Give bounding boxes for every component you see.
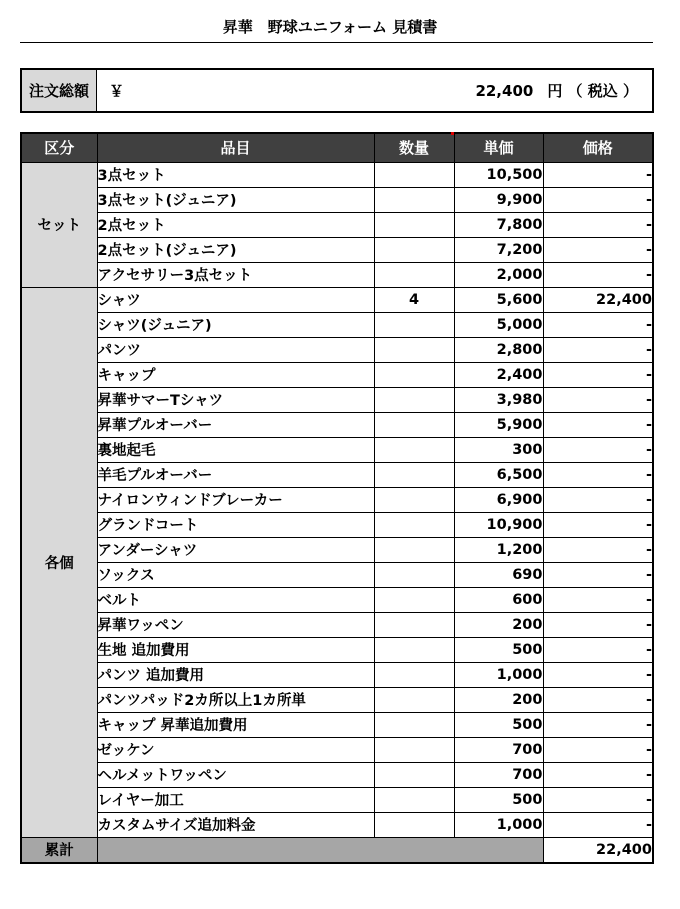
qty-cell[interactable]	[374, 537, 454, 562]
order-total-value: 22,400	[475, 81, 534, 100]
unit-price-cell[interactable]: 7,800	[454, 212, 543, 237]
qty-cell[interactable]	[374, 712, 454, 737]
item-cell[interactable]: アンダーシャツ	[97, 537, 374, 562]
item-cell[interactable]: パンツパッド2カ所以上1カ所単	[97, 687, 374, 712]
amount-cell[interactable]: -	[543, 712, 653, 737]
category-cell: 各個	[21, 287, 97, 837]
qty-cell[interactable]	[374, 587, 454, 612]
header-amount: 価格	[543, 133, 653, 162]
item-cell[interactable]: ゼッケン	[97, 737, 374, 762]
item-cell[interactable]: シャツ(ジュニア)	[97, 312, 374, 337]
qty-cell[interactable]	[374, 737, 454, 762]
table-row	[21, 487, 653, 512]
amount-cell[interactable]: -	[543, 362, 653, 387]
amount-cell[interactable]: -	[543, 812, 653, 837]
qty-cell[interactable]	[374, 812, 454, 837]
unit-price-cell[interactable]: 1,200	[454, 537, 543, 562]
amount-cell[interactable]: -	[543, 662, 653, 687]
item-cell[interactable]: レイヤー加工	[97, 787, 374, 812]
order-total-suffix: 円 （ 税込 ）	[547, 82, 638, 100]
table-row	[21, 662, 653, 687]
unit-price-cell[interactable]: 690	[454, 562, 543, 587]
amount-cell[interactable]: -	[543, 787, 653, 812]
header-unit-price: 単価	[454, 133, 543, 162]
unit-price-cell[interactable]: 200	[454, 687, 543, 712]
amount-cell[interactable]: -	[543, 462, 653, 487]
qty-cell[interactable]	[374, 612, 454, 637]
estimate-table	[20, 132, 654, 864]
table-row	[21, 187, 653, 212]
qty-cell[interactable]	[374, 437, 454, 462]
amount-cell[interactable]: -	[543, 637, 653, 662]
table-header-row	[21, 133, 653, 162]
unit-price-cell[interactable]: 500	[454, 787, 543, 812]
item-cell[interactable]: ソックス	[97, 562, 374, 587]
document-title: 昇華 野球ユニフォーム 見積書	[222, 18, 438, 36]
unit-price-cell[interactable]: 600	[454, 587, 543, 612]
amount-cell[interactable]: -	[543, 412, 653, 437]
amount-cell[interactable]: -	[543, 587, 653, 612]
item-cell[interactable]: 裏地起毛	[97, 437, 374, 462]
table-row	[21, 637, 653, 662]
item-cell[interactable]: 3点セット(ジュニア)	[97, 187, 374, 212]
header-category: 区分	[21, 133, 97, 162]
amount-cell[interactable]: -	[543, 212, 653, 237]
summary-label: 累計	[21, 837, 97, 863]
amount-cell[interactable]: -	[543, 437, 653, 462]
item-cell[interactable]: 生地 追加費用	[97, 637, 374, 662]
amount-cell[interactable]: -	[543, 537, 653, 562]
qty-cell[interactable]: 4	[374, 287, 454, 312]
unit-price-cell[interactable]: 6,500	[454, 462, 543, 487]
table-row	[21, 412, 653, 437]
unit-price-cell[interactable]: 10,900	[454, 512, 543, 537]
table-row	[21, 587, 653, 612]
table-row	[21, 787, 653, 812]
qty-cell[interactable]	[374, 362, 454, 387]
unit-price-cell[interactable]: 700	[454, 737, 543, 762]
order-total-box	[20, 68, 654, 113]
unit-price-cell[interactable]: 5,600	[454, 287, 543, 312]
item-cell[interactable]: ベルト	[97, 587, 374, 612]
table-row	[21, 562, 653, 587]
qty-cell[interactable]	[374, 387, 454, 412]
item-cell[interactable]: ヘルメットワッペン	[97, 762, 374, 787]
table-body	[21, 162, 653, 863]
table-row	[21, 237, 653, 262]
qty-cell[interactable]	[374, 687, 454, 712]
table-row	[21, 162, 653, 187]
qty-cell[interactable]	[374, 512, 454, 537]
table-row	[21, 287, 653, 312]
unit-price-cell[interactable]: 7,200	[454, 237, 543, 262]
qty-cell[interactable]	[374, 562, 454, 587]
table-row	[21, 387, 653, 412]
currency-symbol: ￥	[109, 82, 125, 100]
table-row	[21, 337, 653, 362]
item-cell[interactable]: 羊毛プルオーバー	[97, 462, 374, 487]
qty-cell[interactable]	[374, 412, 454, 437]
amount-cell[interactable]: -	[543, 237, 653, 262]
table-row	[21, 612, 653, 637]
table-row	[21, 737, 653, 762]
table-row	[21, 437, 653, 462]
table-row	[21, 537, 653, 562]
amount-cell[interactable]: -	[543, 387, 653, 412]
amount-cell[interactable]: -	[543, 187, 653, 212]
unit-price-cell[interactable]: 5,000	[454, 312, 543, 337]
table-row	[21, 762, 653, 787]
amount-cell[interactable]: -	[543, 487, 653, 512]
amount-cell[interactable]: -	[543, 687, 653, 712]
item-cell[interactable]: アクセサリー3点セット	[97, 262, 374, 287]
qty-cell[interactable]	[374, 487, 454, 512]
qty-cell[interactable]	[374, 662, 454, 687]
unit-price-cell[interactable]: 500	[454, 712, 543, 737]
amount-cell[interactable]: -	[543, 162, 653, 187]
amount-cell[interactable]: -	[543, 262, 653, 287]
unit-price-cell[interactable]: 10,500	[454, 162, 543, 187]
title-divider	[20, 42, 653, 43]
item-cell[interactable]: パンツ 追加費用	[97, 662, 374, 687]
amount-cell[interactable]: -	[543, 337, 653, 362]
qty-cell[interactable]	[374, 212, 454, 237]
qty-cell[interactable]	[374, 312, 454, 337]
comment-indicator[interactable]	[451, 132, 454, 135]
unit-price-cell[interactable]: 9,900	[454, 187, 543, 212]
item-cell[interactable]: 昇華ワッペン	[97, 612, 374, 637]
unit-price-cell[interactable]: 1,000	[454, 812, 543, 837]
table-row	[21, 712, 653, 737]
table-row	[21, 362, 653, 387]
unit-price-cell[interactable]: 3,980	[454, 387, 543, 412]
unit-price-cell[interactable]: 2,000	[454, 262, 543, 287]
unit-price-cell[interactable]: 6,900	[454, 487, 543, 512]
table-row	[21, 812, 653, 837]
item-cell[interactable]: 昇華サマーTシャツ	[97, 387, 374, 412]
qty-cell[interactable]	[374, 237, 454, 262]
item-cell[interactable]: 3点セット	[97, 162, 374, 187]
table-row	[21, 512, 653, 537]
qty-cell[interactable]	[374, 162, 454, 187]
unit-price-cell[interactable]: 5,900	[454, 412, 543, 437]
amount-cell[interactable]: -	[543, 562, 653, 587]
item-cell[interactable]: ナイロンウィンドブレーカー	[97, 487, 374, 512]
unit-price-cell[interactable]: 2,800	[454, 337, 543, 362]
amount-cell[interactable]: -	[543, 312, 653, 337]
unit-price-cell[interactable]: 500	[454, 637, 543, 662]
category-cell: セット	[21, 162, 97, 287]
item-cell[interactable]: キャップ 昇華追加費用	[97, 712, 374, 737]
unit-price-cell[interactable]: 300	[454, 437, 543, 462]
table-row	[21, 312, 653, 337]
order-total-value-area	[169, 70, 652, 111]
item-cell[interactable]: 2点セット(ジュニア)	[97, 237, 374, 262]
unit-price-cell[interactable]: 200	[454, 612, 543, 637]
qty-cell[interactable]	[374, 337, 454, 362]
order-total-label: 注文総額	[22, 70, 97, 111]
amount-cell[interactable]: 22,400	[543, 287, 653, 312]
header-item: 品目	[97, 133, 374, 162]
table-row	[21, 262, 653, 287]
table-row	[21, 462, 653, 487]
item-cell[interactable]: シャツ	[97, 287, 374, 312]
qty-cell[interactable]	[374, 762, 454, 787]
qty-cell[interactable]	[374, 637, 454, 662]
qty-cell[interactable]	[374, 787, 454, 812]
table-row	[21, 212, 653, 237]
amount-cell[interactable]: -	[543, 512, 653, 537]
table-row	[21, 687, 653, 712]
summary-spacer	[97, 837, 543, 863]
item-cell[interactable]: パンツ	[97, 337, 374, 362]
item-cell[interactable]: 昇華プルオーバー	[97, 412, 374, 437]
unit-price-cell[interactable]: 2,400	[454, 362, 543, 387]
item-cell[interactable]: グランドコート	[97, 512, 374, 537]
header-qty: 数量	[374, 133, 454, 162]
unit-price-cell[interactable]: 700	[454, 762, 543, 787]
amount-cell[interactable]: -	[543, 737, 653, 762]
unit-price-cell[interactable]: 1,000	[454, 662, 543, 687]
amount-cell[interactable]: -	[543, 762, 653, 787]
qty-cell[interactable]	[374, 262, 454, 287]
qty-cell[interactable]	[374, 462, 454, 487]
amount-cell[interactable]: -	[543, 612, 653, 637]
item-cell[interactable]: 2点セット	[97, 212, 374, 237]
item-cell[interactable]: キャップ	[97, 362, 374, 387]
summary-amount[interactable]: 22,400	[543, 837, 653, 863]
summary-row	[21, 837, 653, 863]
qty-cell[interactable]	[374, 187, 454, 212]
item-cell[interactable]: カスタムサイズ追加料金	[97, 812, 374, 837]
